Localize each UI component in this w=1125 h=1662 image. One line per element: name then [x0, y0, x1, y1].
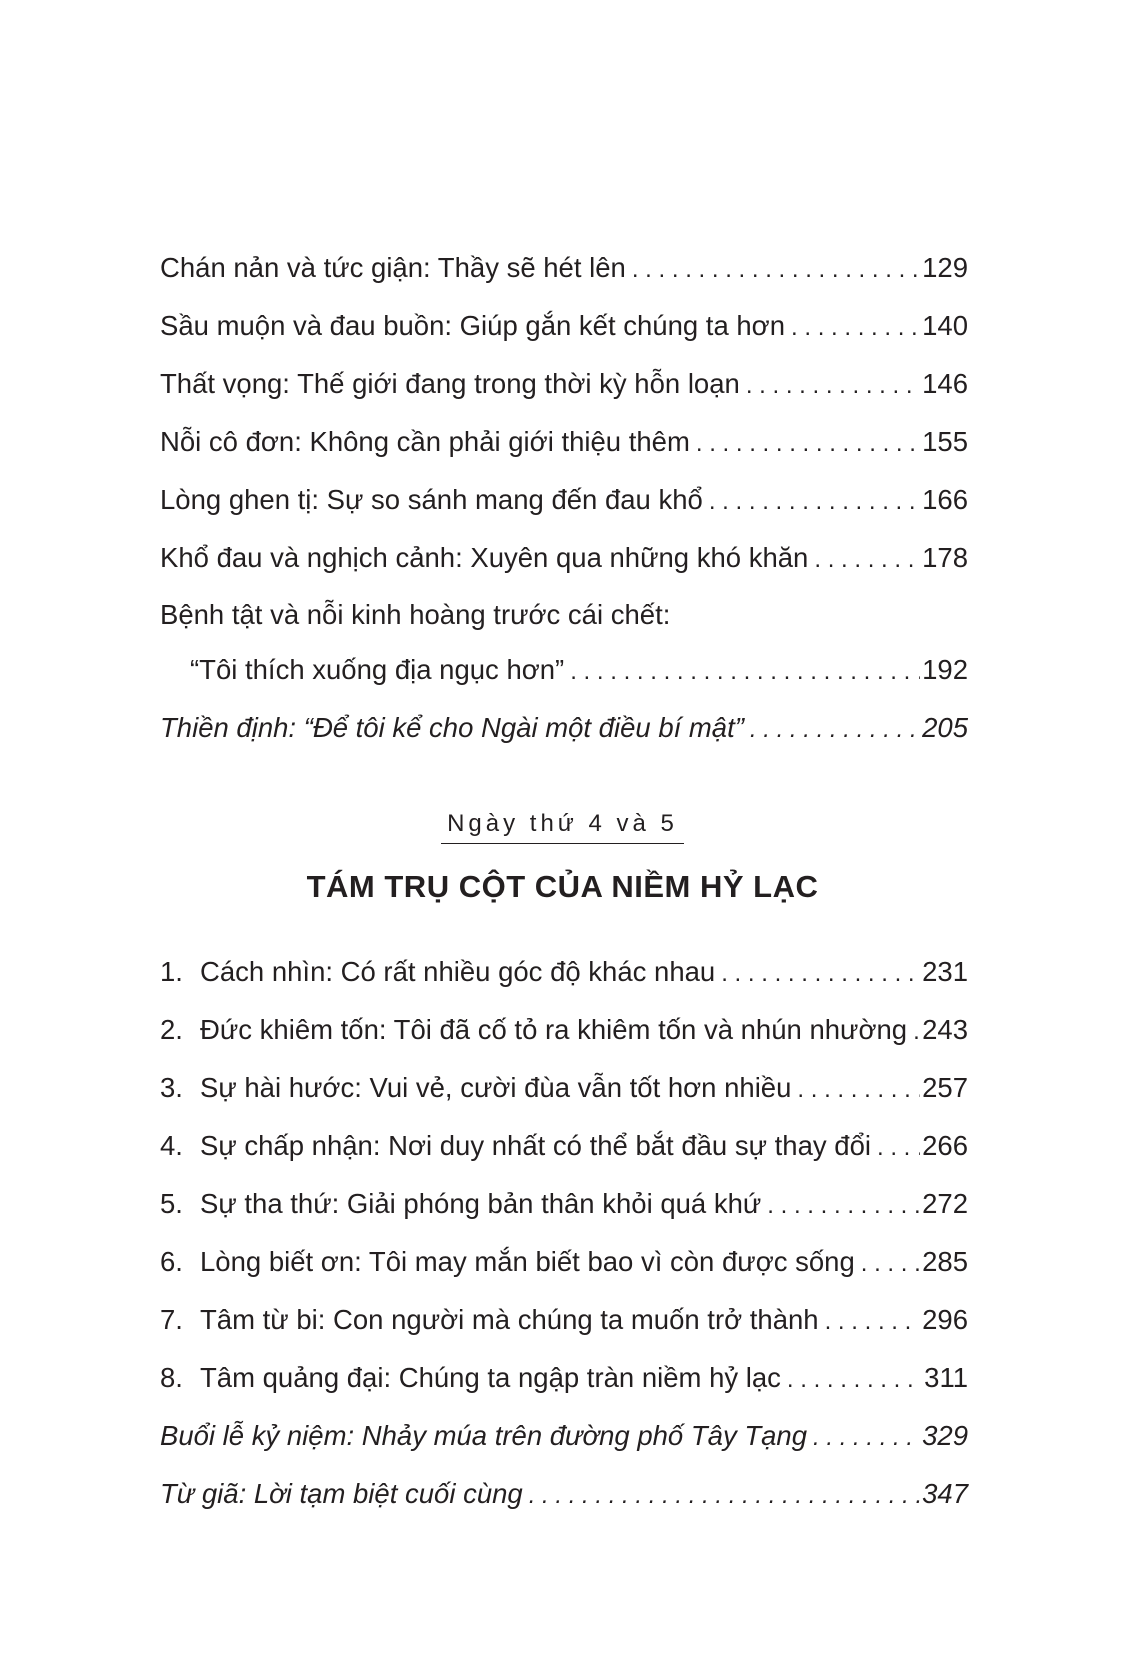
- toc-entry-title: Chán nản và tức giận: Thầy sẽ hét lên: [160, 252, 626, 283]
- toc-entry-title: Sự chấp nhận: Nơi duy nhất có thể bắt đầu sự thay đổi: [200, 1130, 871, 1161]
- toc-entry-title: Lòng ghen tị: Sự so sánh mang đến đau khổ: [160, 484, 703, 515]
- toc-entry: [160, 1416, 968, 1456]
- toc-entry-number: 8.: [160, 1362, 183, 1393]
- toc-entry-page: 285: [922, 1246, 968, 1277]
- toc-entry: [160, 1358, 968, 1398]
- toc-entry-page: 192: [922, 654, 968, 685]
- toc-entry: [160, 422, 968, 462]
- toc-entry-title: Khổ đau và nghịch cảnh: Xuyên qua những khó khăn: [160, 542, 809, 573]
- toc-entry-page: 266: [922, 1130, 968, 1161]
- toc-entry: [160, 1126, 968, 1166]
- toc-entry: [160, 952, 968, 992]
- toc-entry-title: Lòng biết ơn: Tôi may mắn biết bao vì còn được sống: [200, 1246, 855, 1277]
- toc-entry-title: Tâm quảng đại: Chúng ta ngập tràn niềm hỷ lạc: [200, 1362, 781, 1393]
- toc-entry-title: Sầu muộn và đau buồn: Giúp gắn kết chúng ta hơn: [160, 310, 786, 341]
- toc-entry-number: 1.: [160, 956, 183, 987]
- dot-leader: [807, 1418, 920, 1458]
- toc-entry-title: Cách nhìn: Có rất nhiều góc độ khác nhau: [200, 956, 716, 987]
- toc-entry-page: 347: [922, 1478, 968, 1509]
- dot-leader: [791, 1070, 920, 1110]
- dot-leader: [761, 1186, 920, 1226]
- toc-entry-title: Đức khiêm tốn: Tôi đã cố tỏ ra khiêm tốn và nhún nhường: [200, 1014, 908, 1045]
- toc-entry-title: Từ giã: Lời tạm biệt cuối cùng: [160, 1478, 523, 1509]
- part-label: [0, 807, 1125, 844]
- toc-entry: [160, 480, 968, 520]
- dot-leader: [703, 482, 920, 522]
- dot-leader: [740, 366, 920, 406]
- toc-entry-page: 129: [922, 252, 968, 283]
- toc-entry: [160, 1010, 968, 1050]
- dot-leader: [523, 1476, 920, 1516]
- toc-entry: [160, 1474, 968, 1514]
- toc-entry-title: Sự hài hước: Vui vẻ, cười đùa vẫn tốt hơn nhiều: [200, 1072, 792, 1103]
- toc-entry-page: 140: [922, 310, 968, 341]
- toc-entry-title: Thất vọng: Thế giới đang trong thời kỳ hỗn loạn: [160, 368, 740, 399]
- dot-leader: [855, 1244, 920, 1284]
- toc-entry-title: Nỗi cô đơn: Không cần phải giới thiệu thêm: [160, 426, 690, 457]
- toc-entry-page: 231: [922, 956, 968, 987]
- toc-entry: [160, 306, 968, 346]
- dot-leader: [871, 1128, 920, 1168]
- dot-leader: [808, 540, 920, 580]
- toc-entry-page: 311: [924, 1362, 968, 1393]
- toc-entry-title: Buổi lễ kỷ niệm: Nhảy múa trên đường phố Tây Tạng: [160, 1420, 808, 1451]
- toc-entry: [160, 1242, 968, 1282]
- toc-entry: [160, 248, 968, 288]
- toc-entry-title-line1: Bệnh tật và nỗi kinh hoàng trước cái chết:: [160, 599, 671, 630]
- toc-entry: [190, 650, 968, 690]
- toc-entry: [160, 1068, 968, 1108]
- part-title: TÁM TRỤ CỘT CỦA NIỀM HỶ LẠC: [306, 869, 819, 904]
- toc-entry-page: 178: [922, 542, 968, 573]
- dot-leader: [744, 710, 920, 750]
- toc-entry-title: Thiền định: “Để tôi kể cho Ngài một điều bí mật”: [160, 712, 744, 743]
- toc-entry: [160, 364, 968, 404]
- toc-entry-page: 166: [922, 484, 968, 515]
- dot-leader: [785, 308, 920, 348]
- toc-entry-number: 5.: [160, 1188, 183, 1219]
- toc-entry-title: Sự tha thứ: Giải phóng bản thân khỏi quá khứ: [200, 1188, 762, 1219]
- toc-entry-page: 296: [922, 1304, 968, 1335]
- dot-leader: [819, 1302, 921, 1342]
- toc-entry-page: 272: [922, 1188, 968, 1219]
- dot-leader: [781, 1360, 922, 1400]
- toc-entry-page: 155: [922, 426, 968, 457]
- dot-leader: [715, 954, 920, 994]
- toc-entry-number: 6.: [160, 1246, 183, 1277]
- dot-leader: [690, 424, 920, 464]
- dot-leader: [907, 1012, 920, 1052]
- toc-entry: [160, 1184, 968, 1224]
- toc-entry-number: 7.: [160, 1304, 183, 1335]
- toc-entry-page: 257: [922, 1072, 968, 1103]
- toc-entry: [160, 1300, 968, 1340]
- toc-entry-title: Tâm từ bi: Con người mà chúng ta muốn trở thành: [200, 1304, 819, 1335]
- toc-entry-page: 146: [922, 368, 968, 399]
- toc-entry-page: 243: [922, 1014, 968, 1045]
- toc-entry: [160, 708, 968, 748]
- dot-leader: [626, 250, 920, 290]
- toc-entry-number: 3.: [160, 1072, 183, 1103]
- toc-entry-title-line2: “Tôi thích xuống địa ngục hơn”: [190, 654, 565, 685]
- part-label-text: Ngày thứ 4 và 5: [441, 807, 684, 844]
- toc-entry: [160, 538, 968, 578]
- dot-leader: [564, 652, 920, 692]
- toc-entry-page: 205: [922, 712, 968, 743]
- toc-entry-page: 329: [922, 1420, 968, 1451]
- toc-entry-number: 2.: [160, 1014, 183, 1045]
- toc-entry-number: 4.: [160, 1130, 183, 1161]
